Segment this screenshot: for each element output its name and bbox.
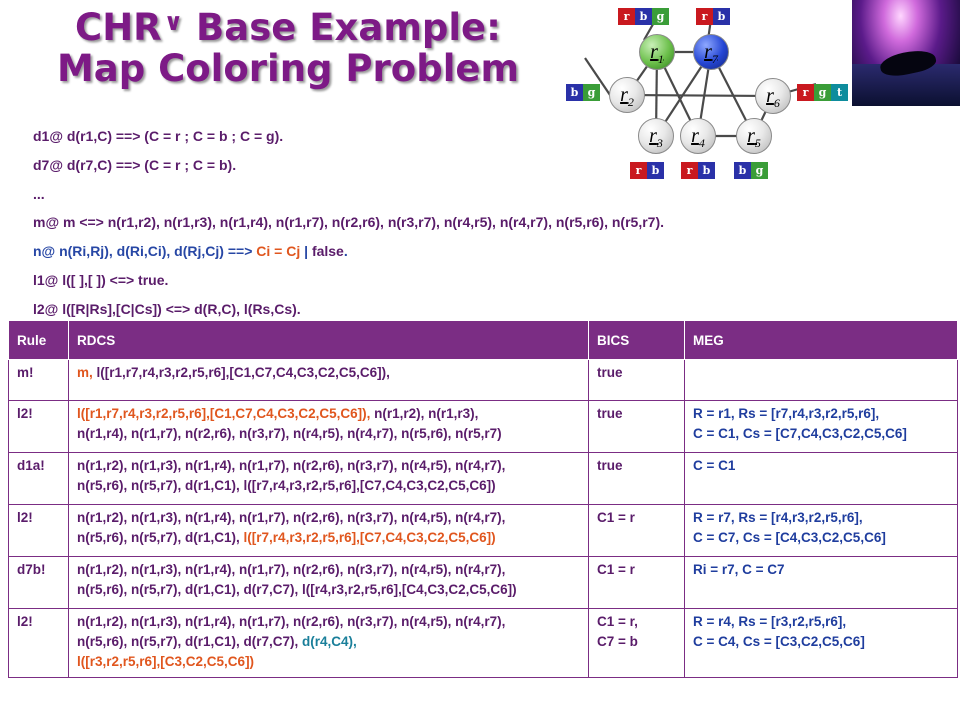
table-row: [9, 360, 958, 401]
cell-rdcs: [69, 557, 589, 609]
program-segment: |: [300, 243, 312, 260]
meg-line: C = C7, Cs = [C4,C3,C2,C5,C6]: [693, 530, 886, 545]
program-segment: .: [343, 243, 348, 260]
region-label-index: 4: [698, 136, 705, 150]
cell-rule: l2!: [9, 609, 69, 678]
color-swatch: b: [713, 8, 730, 25]
rdcs-segment: n(r5,r6), n(r5,r7), d(r1,C1), l([r7,r4,r3,r2,r5,r6],[C7,C4,C3,C2,C5,C6]): [77, 478, 496, 493]
color-swatch: r: [630, 162, 647, 179]
program-line: [33, 268, 813, 297]
region-label-index: 6: [773, 96, 780, 110]
rdcs-segment: n(r1,r2), n(r1,r3), n(r1,r4), n(r1,r7), n(r2,r6), n(r3,r7), n(r4,r5), n(r4,r7),: [77, 510, 506, 525]
header-meg: MEG: [685, 321, 958, 360]
rdcs-segment: n(r5,r6), n(r5,r7), d(r1,C1), d(r7,C7), l([r4,r3,r2,r5,r6],[C4,C3,C2,C5,C6]): [77, 582, 517, 597]
chr-program: [33, 124, 813, 326]
title-line-2: Map Coloring Problem: [56, 47, 520, 90]
region-label-base: r: [704, 41, 712, 63]
rdcs-segment: n(r5,r6), n(r5,r7), d(r1,C1),: [77, 530, 244, 545]
region-label-base: r: [691, 125, 699, 147]
orca-night-image: [852, 0, 960, 106]
region-label-base: r: [649, 125, 657, 147]
table-header-row: [9, 321, 958, 360]
rdcs-segment: n(r1,r4), n(r1,r7), n(r2,r6), n(r3,r7), n(r4,r5), n(r4,r7), n(r5,r6), n(r5,r7): [77, 426, 502, 441]
color-swatch: g: [652, 8, 669, 25]
table-row: [9, 505, 958, 557]
color-swatch: b: [635, 8, 652, 25]
color-swatch: g: [814, 84, 831, 101]
region-label: [766, 85, 780, 110]
region-label-base: r: [620, 84, 628, 106]
color-domain-r7: [696, 8, 730, 25]
rdcs-segment: m,: [77, 365, 97, 380]
color-swatch: b: [734, 162, 751, 179]
graph-edge-r2-r6: [627, 95, 773, 96]
rdcs-segment: d(r4,C4),: [302, 634, 357, 649]
cell-meg: [685, 609, 958, 678]
region-label-index: 3: [656, 136, 663, 150]
rdcs-segment: n(r1,r2), n(r1,r3),: [370, 406, 479, 421]
program-segment: d1@ d(r1,C) ==> (C = r ; C = b ; C = g).: [33, 128, 284, 144]
program-segment: false: [311, 243, 344, 260]
title-chr: CHR: [75, 6, 162, 49]
region-label-index: 1: [657, 52, 664, 66]
region-label-index: 5: [754, 136, 761, 150]
color-swatch: r: [797, 84, 814, 101]
color-swatch: t: [831, 84, 848, 101]
cell-meg: [685, 453, 958, 505]
derivation-table: [8, 320, 958, 678]
region-label-base: r: [747, 125, 755, 147]
color-swatch: r: [696, 8, 713, 25]
cell-bics: C1 = r: [589, 557, 685, 609]
region-node-r2: [609, 77, 645, 113]
region-label-base: r: [766, 85, 774, 107]
meg-line: Ri = r7, C = C7: [693, 562, 785, 577]
cell-rule: d7b!: [9, 557, 69, 609]
meg-line: C = C1, Cs = [C7,C4,C3,C2,C5,C6]: [693, 426, 907, 441]
program-line: [33, 210, 813, 239]
color-swatch: b: [566, 84, 583, 101]
color-swatch: b: [698, 162, 715, 179]
region-label: [704, 41, 718, 66]
table-row: [9, 609, 958, 678]
program-segment: l2@ l([R|Rs],[C|Cs]) <=> d(R,C), l(Rs,Cs).: [33, 300, 301, 317]
cell-bics: true: [589, 401, 685, 453]
cell-rdcs: [69, 453, 589, 505]
meg-line: R = r7, Rs = [r4,r3,r2,r5,r6],: [693, 510, 863, 525]
title-base-example: Base Example:: [183, 6, 501, 49]
cell-rdcs: [69, 609, 589, 678]
region-label: [650, 41, 664, 66]
cell-bics: true: [589, 453, 685, 505]
meg-line: C = C1: [693, 458, 736, 473]
region-label-index: 2: [627, 95, 634, 109]
program-segment: Ci = Cj: [256, 243, 301, 260]
program-segment: n@ n(Ri,Rj), d(Ri,Ci), d(Rj,Cj) ==>: [33, 243, 257, 260]
region-label: [620, 84, 634, 109]
cell-rule: d1a!: [9, 453, 69, 505]
region-node-r7: [693, 34, 729, 70]
cell-rule: l2!: [9, 401, 69, 453]
cell-meg: [685, 401, 958, 453]
table-row: [9, 557, 958, 609]
program-segment: ...: [33, 185, 45, 202]
color-swatch: g: [583, 84, 600, 101]
cell-rdcs: [69, 401, 589, 453]
color-swatch: g: [751, 162, 768, 179]
color-swatch: r: [681, 162, 698, 179]
rdcs-segment: n(r5,r6), n(r5,r7), d(r1,C1), d(r7,C7),: [77, 634, 303, 649]
table-row: [9, 401, 958, 453]
meg-line: C = C4, Cs = [C3,C2,C5,C6]: [693, 634, 865, 649]
color-domain-r1: [618, 8, 669, 25]
program-segment: l1@ l([ ],[ ]) <=> true.: [33, 271, 169, 288]
rdcs-segment: l([r7,r4,r3,r2,r5,r6],[C7,C4,C3,C2,C5,C6]): [243, 530, 496, 545]
color-swatch: r: [618, 8, 635, 25]
program-line: [33, 182, 813, 211]
title-or-subscript: ∨: [163, 8, 184, 36]
region-label-base: r: [650, 41, 658, 63]
cell-rdcs: [69, 505, 589, 557]
region-node-r6: [755, 78, 791, 114]
cell-bics: true: [589, 360, 685, 401]
header-rule: Rule: [9, 321, 69, 360]
cell-rule: l2!: [9, 505, 69, 557]
slide-title: [38, 2, 538, 89]
rdcs-segment: n(r1,r2), n(r1,r3), n(r1,r4), n(r1,r7), n(r2,r6), n(r3,r7), n(r4,r5), n(r4,r7),: [77, 458, 506, 473]
table-row: [9, 453, 958, 505]
header-bics: BICS: [589, 321, 685, 360]
region-node-r1: [639, 34, 675, 70]
rdcs-segment: l([r1,r7,r4,r3,r2,r5,r6],[C1,C7,C4,C3,C2,C5,C6]),: [96, 365, 390, 380]
cell-meg: [685, 557, 958, 609]
cell-bics: C1 = r, C7 = b: [589, 609, 685, 678]
program-segment: d7@ d(r7,C) ==> (C = r ; C = b).: [33, 156, 237, 173]
rdcs-segment: l([r1,r7,r4,r3,r2,r5,r6],[C1,C7,C4,C3,C2,C5,C6]),: [77, 406, 371, 421]
program-segment: m@ m <=> n(r1,r2), n(r1,r3), n(r1,r4), n(r1,r7), n(r2,r6), n(r3,r7), n(r4,r5), n(r4,r7), n(r5,r6), n(r5,r7).: [33, 214, 664, 231]
color-domain-r6: [797, 84, 848, 101]
cell-rule: m!: [9, 360, 69, 401]
cell-rdcs: [69, 360, 589, 401]
region-label-index: 7: [711, 52, 718, 66]
cell-meg: [685, 360, 958, 401]
rdcs-segment: n(r1,r2), n(r1,r3), n(r1,r4), n(r1,r7), n(r2,r6), n(r3,r7), n(r4,r5), n(r4,r7),: [77, 614, 506, 629]
title-line-1: [38, 2, 538, 48]
cell-meg: [685, 505, 958, 557]
rdcs-segment: l([r3,r2,r5,r6],[C3,C2,C5,C6]): [77, 654, 255, 669]
program-line: [33, 153, 813, 182]
meg-line: R = r1, Rs = [r7,r4,r3,r2,r5,r6],: [693, 406, 880, 421]
color-domain-r2: [566, 84, 600, 101]
meg-line: R = r4, Rs = [r3,r2,r5,r6],: [693, 614, 847, 629]
table-body: [9, 360, 958, 678]
header-rdcs: RDCS: [69, 321, 589, 360]
rdcs-segment: n(r1,r2), n(r1,r3), n(r1,r4), n(r1,r7), n(r2,r6), n(r3,r7), n(r4,r5), n(r4,r7),: [77, 562, 506, 577]
program-line: [33, 124, 813, 153]
program-line: [33, 239, 813, 268]
color-swatch: b: [647, 162, 664, 179]
cell-bics: C1 = r: [589, 505, 685, 557]
